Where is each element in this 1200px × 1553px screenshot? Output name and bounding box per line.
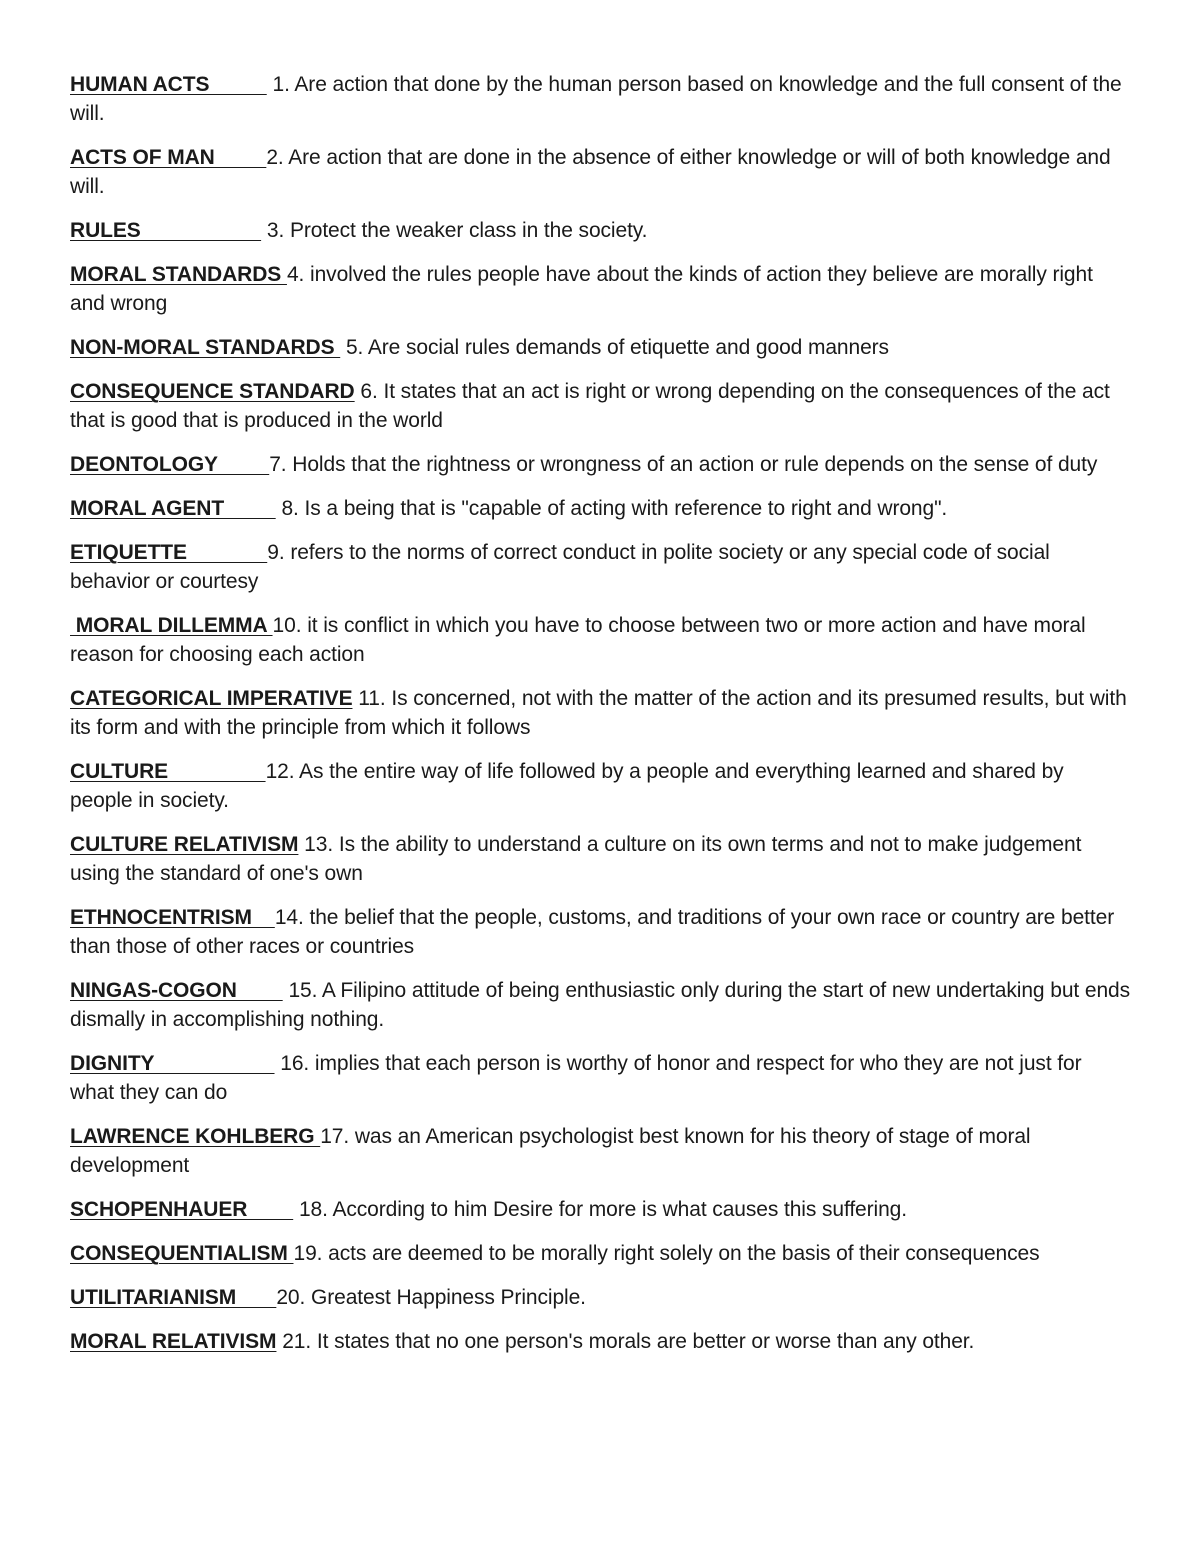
entry-19 [70, 1239, 1130, 1268]
entry-term: MORAL RELATIVISM [70, 1330, 277, 1353]
entry-term: NON-MORAL STANDARDS [70, 336, 341, 359]
entry-term: CONSEQUENTIALISM [70, 1242, 294, 1265]
entry-17 [70, 1122, 1130, 1180]
entry-6 [70, 377, 1130, 435]
entry-15 [70, 976, 1130, 1034]
entry-number: 7. [269, 453, 287, 476]
entry-term: MORAL AGENT [70, 497, 276, 520]
entry-definition: was an American psychologist best known for his theory of stage of moral development [70, 1125, 1031, 1177]
entry-number: 19. [293, 1242, 323, 1265]
entry-1 [70, 70, 1130, 128]
entry-2 [70, 143, 1130, 201]
entry-16 [70, 1049, 1130, 1107]
entry-term: ETIQUETTE [70, 541, 268, 564]
entry-number: 1. [272, 73, 290, 96]
entry-term: RULES [70, 219, 262, 242]
entry-number: 20. [276, 1286, 306, 1309]
entry-term: MORAL DILLEMMA [70, 614, 273, 637]
entry-definition: Holds that the rightness or wrongness of an action or rule depends on the sense of duty [292, 453, 1098, 476]
entry-definition: Are action that are done in the absence of either knowledge or will of both knowledge and will. [70, 146, 1111, 198]
entry-number: 21. [282, 1330, 312, 1353]
entry-term: DIGNITY [70, 1052, 275, 1075]
entry-term: MORAL STANDARDS [70, 263, 287, 286]
entry-definition: Are social rules demands of etiquette and good manners [367, 336, 889, 359]
entry-definition: It states that no one person's morals are better or worse than any other. [316, 1330, 975, 1353]
entry-definition: A Filipino attitude of being enthusiastic only during the start of new undertaking but ends dismally in accomplishing nothing. [70, 979, 1131, 1031]
entry-12 [70, 757, 1130, 815]
entry-number: 6. [360, 380, 378, 403]
entry-term: DEONTOLOGY [70, 453, 270, 476]
entry-definition: Is a being that is "capable of acting with reference to right and wrong". [304, 497, 948, 520]
entry-definition: acts are deemed to be morally right solely on the basis of their consequences [328, 1242, 1040, 1265]
entry-number: 4. [286, 263, 305, 286]
entry-21 [70, 1327, 1130, 1356]
entry-term: SCHOPENHAUER [70, 1198, 294, 1221]
entry-term: CATEGORICAL IMPERATIVE [70, 687, 353, 710]
entry-number: 2. [266, 146, 284, 169]
entry-term: NINGAS-COGON [70, 979, 283, 1002]
entry-term: LAWRENCE KOHLBERG [70, 1125, 321, 1148]
entry-number: 13. [304, 833, 334, 856]
entry-term: CULTURE RELATIVISM [70, 833, 299, 856]
entry-8 [70, 494, 1130, 523]
entry-number: 14. [274, 906, 304, 929]
entry-number: 8. [281, 497, 299, 520]
entry-9 [70, 538, 1130, 596]
entry-number: 15. [288, 979, 318, 1002]
entry-number: 12. [265, 760, 295, 783]
entry-4 [70, 260, 1130, 318]
entry-definition: Is the ability to understand a culture on its own terms and not to make judgement using the standard of one's own [70, 833, 1082, 885]
entry-7 [70, 450, 1130, 479]
entry-14 [70, 903, 1130, 961]
entry-definition: According to him Desire for more is what causes this suffering. [332, 1198, 907, 1221]
entry-definition: refers to the norms of correct conduct in polite society or any special code of social behavior or courtesy [70, 541, 1050, 593]
entry-number: 18. [298, 1198, 328, 1221]
entry-number: 9. [267, 541, 285, 564]
entry-definition: Protect the weaker class in the society. [289, 219, 648, 242]
entry-11 [70, 684, 1130, 742]
entry-number: 17. [320, 1125, 350, 1148]
entry-definition: implies that each person is worthy of honor and respect for who they are not just for what they can do [70, 1052, 1082, 1104]
entry-number: 3. [266, 219, 285, 242]
entry-number: 10. [272, 614, 302, 637]
worksheet-page [70, 70, 1130, 1371]
entry-definition: the belief that the people, customs, and traditions of your own race or country are better than those of other races or countries [70, 906, 1115, 958]
entry-term: CULTURE [70, 760, 266, 783]
entry-definition: Is concerned, not with the matter of the action and its presumed results, but with its form and with the principle from which it follows [70, 687, 1127, 739]
entry-20 [70, 1283, 1130, 1312]
entry-term: UTILITARIANISM [70, 1286, 277, 1309]
entry-definition: As the entire way of life followed by a people and everything learned and shared by people in society. [70, 760, 1064, 812]
entry-10 [70, 611, 1130, 669]
entry-number: 5. [345, 336, 364, 359]
entry-number: 16. [280, 1052, 310, 1075]
entry-5 [70, 333, 1130, 362]
entry-number: 11. [358, 687, 386, 710]
entry-definition: Greatest Happiness Principle. [311, 1286, 586, 1309]
entry-term: CONSEQUENCE STANDARD [70, 380, 355, 403]
entry-definition: Are action that done by the human person based on knowledge and the full consent of the will. [70, 73, 1122, 125]
entry-3 [70, 216, 1130, 245]
entry-definition: It states that an act is right or wrong depending on the consequences of the act that is good that is produced in the world [70, 380, 1110, 432]
entry-13 [70, 830, 1130, 888]
entry-term: HUMAN ACTS [70, 73, 267, 96]
entry-definition: involved the rules people have about the kinds of action they believe are morally right and wrong [70, 263, 1093, 315]
entry-term: ACTS OF MAN [70, 146, 267, 169]
entry-definition: it is conflict in which you have to choose between two or more action and have moral reason for choosing each action [70, 614, 1086, 666]
entry-term: ETHNOCENTRISM [70, 906, 275, 929]
entry-18 [70, 1195, 1130, 1224]
